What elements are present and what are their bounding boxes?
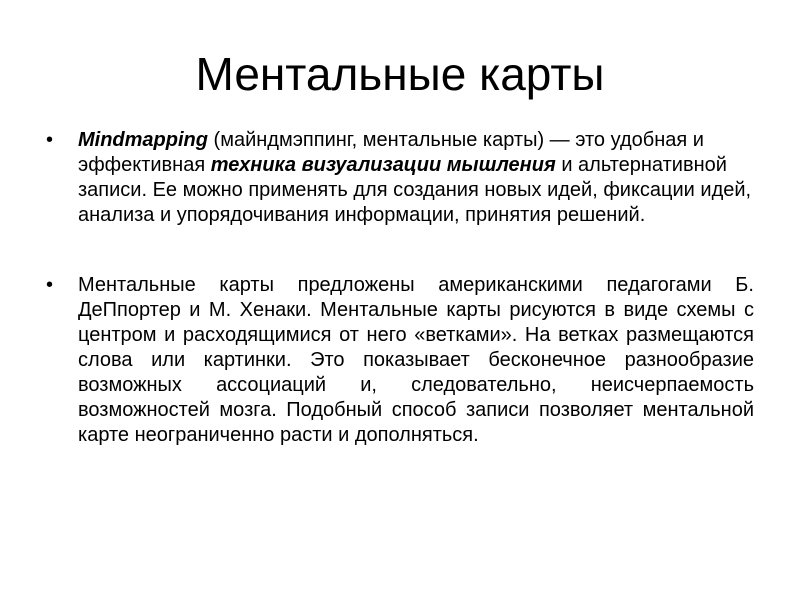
bullet-text — [78, 128, 756, 228]
term-mindmapping: Mindmapping — [78, 129, 208, 151]
bullet-text-part1: (майндмэппинг, ментальные карты) — это удобная и эффективная — [78, 129, 704, 176]
bullet-item-mindmapping — [46, 128, 756, 228]
bullet-item-origin — [46, 273, 756, 448]
emphasis-technique: техника визуализации мышления — [210, 154, 556, 176]
bullet-icon: • — [46, 129, 54, 151]
bullet-list — [46, 128, 756, 448]
bullet-icon: • — [46, 274, 54, 296]
bullet-text-origin: Ментальные карты предложены американскими педагогами Б. ДеПпортер и М. Хенаки. Ментальные карты рисуются в виде схемы с центром и расходящимися от него «ветками». На ветках размещаются слова или картинки. Это показывает бесконечное разнообразие возможных ассоциаций и, следовательно, неисчерпаемость возможностей мозга. Подобный способ записи позволяет ментальной карте неограниченно расти и дополняться. — [78, 274, 754, 446]
slide-title: Ментальные карты — [195, 48, 605, 100]
bullet-text-part2: и альтернативной записи. Ее можно применять для создания новых идей, фиксации идей, анализа и упорядочивания информации, принятия решений. — [78, 154, 752, 226]
